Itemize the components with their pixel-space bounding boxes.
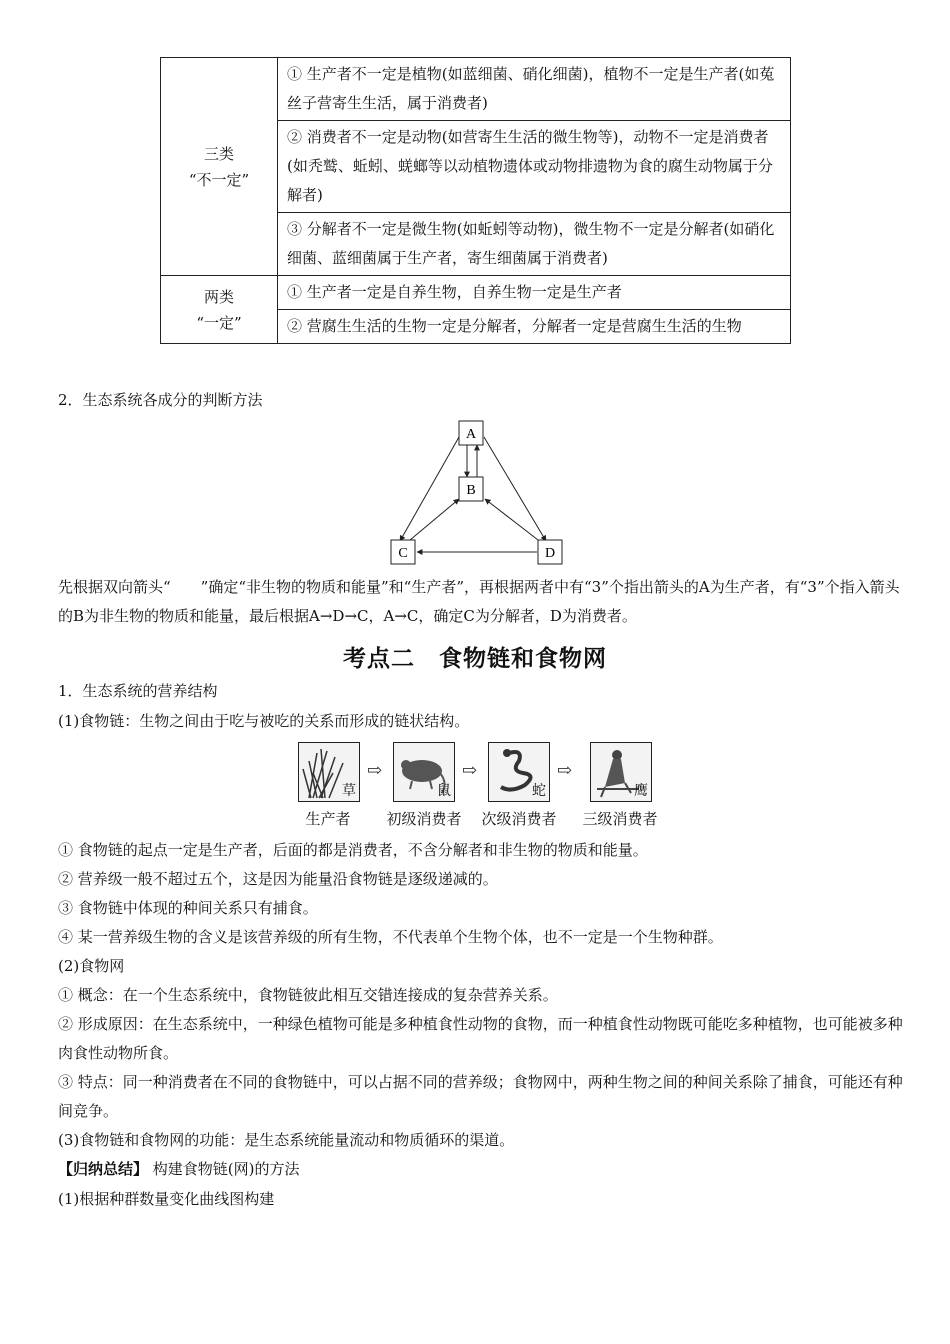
organism-box-grass <box>298 742 360 802</box>
node-label: D <box>544 546 556 561</box>
list-item: ① 概念：在一个生态系统中，食物链彼此相互交错连接成的复杂营养关系。 <box>58 986 558 1004</box>
list-item: ① 食物链的起点一定是生产者，后面的都是消费者，不含分解者和非生物的物质和能量。 <box>58 841 648 859</box>
component-diagram <box>380 415 580 570</box>
arrow-right-icon: ⇨ <box>557 760 573 781</box>
node-label: A <box>465 427 477 442</box>
arrow-right-icon: ⇨ <box>367 760 383 781</box>
paragraph: (2)食物网 <box>58 957 125 975</box>
section-heading: 考点二 食物链和食物网 <box>343 646 607 672</box>
category-line: “不一定” <box>188 170 250 189</box>
node-label: C <box>398 546 408 561</box>
list-item: ③ 食物链中体现的种间关系只有捕食。 <box>58 899 318 917</box>
arrow-d-to-b <box>485 499 538 540</box>
organism-label: 蛇 <box>532 783 546 799</box>
node-d <box>538 540 562 564</box>
category-line: “一定” <box>196 313 242 332</box>
organism-box-snake <box>488 742 550 802</box>
component-table <box>160 57 791 344</box>
list-item: ② 营养级一般不超过五个，这是因为能量沿食物链是逐级递减的。 <box>58 870 498 888</box>
category-line: 两类 <box>203 287 234 306</box>
role-label: 生产者 <box>305 810 351 828</box>
paragraph: 1．生态系统的营养结构 <box>58 682 218 700</box>
paragraph: (1)食物链：生物之间由于吃与被吃的关系而形成的链状结构。 <box>58 712 470 730</box>
category-line: 三类 <box>203 144 234 163</box>
table-cell: ① 生产者不一定是植物(如蓝细菌、硝化细菌)，植物不一定是生产者(如菟丝子营寄生生活，属于消费者) <box>278 58 791 121</box>
arrow-a-to-c <box>400 437 459 541</box>
role-label: 三级消费者 <box>582 810 658 828</box>
category-three-uncertain <box>161 58 278 276</box>
summary-text: 构建食物链(网)的方法 <box>152 1160 300 1178</box>
node-a <box>459 421 483 445</box>
node-b <box>459 477 483 501</box>
organism-box-hawk <box>590 742 652 802</box>
paragraph: (1)根据种群数量变化曲线图构建 <box>58 1190 275 1208</box>
organism-label: 草 <box>342 783 356 799</box>
list-item: ② 形成原因：在生态系统中，一种绿色植物可能是多种植食性动物的食物，而一种植食性动物既可能吃多种植物，也可能被多种肉食性动物所食。 <box>58 1015 903 1062</box>
diagram-explanation: 先根据双向箭头“ ”确定“非生物的物质和能量”和“生产者”，再根据两者中有“3”个指出箭头的A为生产者，有“3”个指入箭头的B为非生物的物质和能量，最后根据A→D→C，A→C，确定C为分解者，D为消费者。 <box>58 578 900 625</box>
arrow-a-to-d <box>484 437 546 541</box>
table-cell: ② 消费者不一定是动物(如营寄生生活的微生物等)，动物不一定是消费者(如秃鹫、蚯蚓、蜣螂等以动植物遗体或动物排遗物为食的腐生动物属于分解者) <box>278 121 791 213</box>
section-title: 2．生态系统各成分的判断方法 <box>58 391 263 409</box>
summary-line <box>58 1155 300 1184</box>
role-label: 初级消费者 <box>386 810 462 828</box>
paragraph: (3)食物链和食物网的功能：是生态系统能量流动和物质循环的渠道。 <box>58 1131 515 1149</box>
list-item: ④ 某一营养级生物的含义是该营养级的所有生物，不代表单个生物个体，也不一定是一个生物种群。 <box>58 928 723 946</box>
arrow-c-to-b <box>410 499 459 540</box>
organism-label: 鼠 <box>437 783 451 799</box>
node-c <box>391 540 415 564</box>
summary-tag: 【归纳总结】 <box>58 1160 149 1178</box>
organism-box-mouse <box>393 742 455 802</box>
list-item: ③ 特点：同一种消费者在不同的食物链中，可以占据不同的营养级；食物网中，两种生物之间的种间关系除了捕食，可能还有种间竞争。 <box>58 1073 903 1120</box>
table-cell: ② 营腐生生活的生物一定是分解者，分解者一定是营腐生生活的生物 <box>278 310 791 344</box>
role-label: 次级消费者 <box>481 810 557 828</box>
organism-label: 鹰 <box>634 783 648 799</box>
table-cell: ③ 分解者不一定是微生物(如蚯蚓等动物)，微生物不一定是分解者(如硝化细菌、蓝细菌属于生产者，寄生细菌属于消费者) <box>278 213 791 276</box>
category-two-certain <box>161 276 278 344</box>
table-cell: ① 生产者一定是自养生物，自养生物一定是生产者 <box>278 276 791 310</box>
arrow-right-icon: ⇨ <box>462 760 478 781</box>
node-label: B <box>466 483 476 498</box>
